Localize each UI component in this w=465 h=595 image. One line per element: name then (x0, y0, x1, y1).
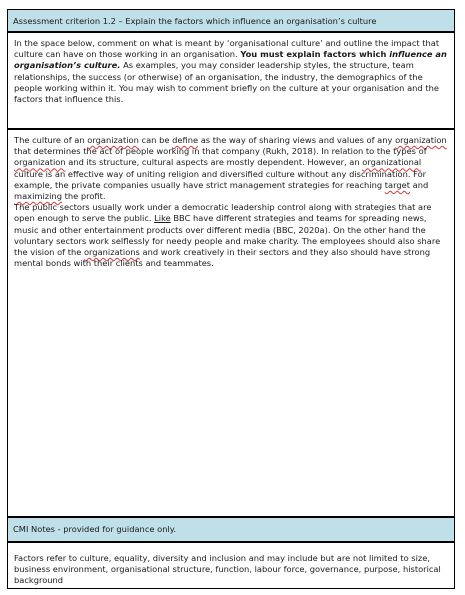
instructions-text: In the space below, comment on what is meant by ‘organisational culture’ and outline the impact that culture can have on those working in an organisation. You must explain factors which influence an organisation’s culture. As examples, you may consider leadership styles, the structure, team relationships, the success (or otherwise) of an organisation, the industry, the demographics of the people working within it. You may wish to comment briefly on the culture at your organisation and the factors that influence this. (14, 38, 447, 105)
spellcheck-word: maximizing (14, 191, 62, 202)
answer-paragraph-1: The culture of an organization can be define as the way of sharing views and values of any organization that determines the act of people working in that company (Rukh, 2018). In relation to the types of organization and its structure, cultural aspects are mostly dependent. However, an organizational culture is an effective way of uniting religion and diversified culture without any discrimination. For example, the private companies usually have strict management strategies for reaching target and maximizing the profit. (14, 135, 447, 202)
notes-cell (7, 542, 455, 589)
criterion-header-text: Assessment criterion 1.2 – Explain the factors which influence an organisation’s culture (13, 16, 377, 26)
spellcheck-word: define (172, 135, 199, 145)
answer-cell[interactable] (7, 129, 455, 517)
notes-text: Factors refer to culture, equality, diversity and inclusion and may include but are not limited to size, business environment, organisational structure, function, labour force, governance, purpose, historical background (14, 553, 441, 586)
spellcheck-word: target (384, 179, 410, 190)
spellcheck-word: organizations (83, 247, 140, 258)
spellcheck-word: organization (87, 135, 139, 145)
spellcheck-word: organization (395, 135, 447, 145)
spellcheck-word: organizational (362, 157, 422, 168)
notes-header (7, 517, 455, 542)
underlined-word: Like (154, 213, 171, 224)
assessment-table (7, 9, 457, 589)
spellcheck-word: organization (14, 157, 66, 168)
notes-header-text: CMI Notes - provided for guidance only. (13, 524, 177, 534)
instructions-cell (7, 32, 455, 129)
answer-paragraph-2: The public sectors usually work under a democratic leadership control along with strategies that are open enough to serve the public. Like BBC have different strategies and teams for spreading news, music and other entertainment products over different media (BBC, 2020a). On the other hand the voluntary sectors work selflessly for needy people and make charity. The employees should also share the vision of the organizations and work creatively in their sectors and they also should have strong mental bonds with their clients and teammates. (14, 202, 441, 269)
criterion-header (7, 9, 455, 32)
